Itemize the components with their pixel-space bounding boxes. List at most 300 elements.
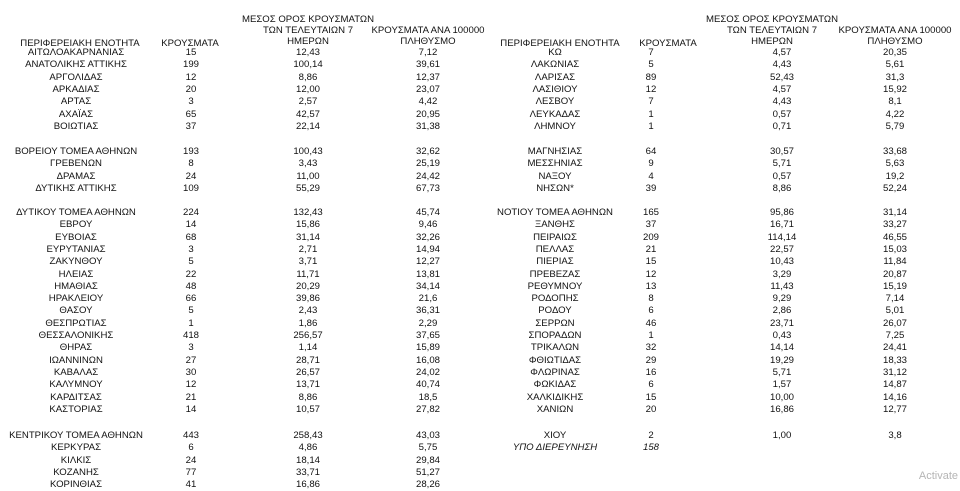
cell-cases: 64: [645, 146, 657, 157]
cell-name: ΚΕΡΚΥΡΑΣ: [50, 442, 101, 454]
cell-rate: 5,01: [885, 305, 905, 317]
cell-avg: 14,14: [769, 342, 794, 354]
table-row: [0, 84, 480, 96]
table-row: [0, 342, 480, 354]
cell-rate: 15,92: [882, 83, 907, 95]
table-row: [0, 146, 480, 158]
cell-cases: 15: [645, 391, 657, 403]
cell-name: ΝΗΣΩΝ*: [536, 182, 574, 194]
cell-name: ΑΙΤΩΛΟΑΚΑΡΝΑΝΙΑΣ: [27, 47, 125, 58]
cell-name: ΚΑΒΑΛΑΣ: [53, 366, 99, 378]
cell-name: ΕΒΡΟΥ: [59, 219, 93, 231]
table-row: [0, 121, 480, 133]
cell-cases: 12: [645, 83, 657, 95]
cell-avg: 4,43: [772, 59, 792, 71]
header-cases: ΚΡΟΥΣΜΑΤΑ: [161, 38, 219, 49]
cell-name: ΙΩΑΝΝΙΝΩΝ: [49, 354, 103, 366]
table-row: [0, 404, 480, 416]
cell-name: ΧΑΛΚΙΔΙΚΗΣ: [526, 391, 584, 403]
cell-avg: 19,29: [769, 354, 794, 366]
cell-avg: 10,43: [769, 256, 794, 268]
cell-cases: 7: [648, 96, 654, 108]
cell-cases: 5: [188, 256, 194, 268]
cell-name: ΦΛΩΡΙΝΑΣ: [530, 366, 580, 378]
table-row: [0, 281, 480, 293]
cell-name: ΖΑΚΥΝΘΟΥ: [49, 256, 103, 268]
cell-cases: 48: [185, 280, 197, 292]
cell-rate: 9,46: [418, 219, 438, 231]
cell-cases: 2: [648, 430, 654, 441]
cell-cases: 14: [185, 219, 197, 231]
cell-rate: 7,14: [885, 293, 905, 305]
cell-avg: 114,14: [767, 231, 797, 243]
cell-rate: 18,5: [418, 391, 438, 403]
table-row: [0, 293, 480, 305]
cell-cases: 6: [648, 379, 654, 391]
cell-rate: 15,89: [415, 342, 440, 354]
cell-cases: 46: [645, 317, 657, 329]
table-row: [480, 256, 960, 268]
table-row: [480, 404, 960, 416]
table-row: [0, 96, 480, 108]
cell-rate: 32,26: [415, 231, 440, 243]
cell-rate: 46,55: [882, 231, 907, 243]
table-row: [0, 355, 480, 367]
cell-rate: 19,2: [885, 170, 905, 182]
cell-cases: 6: [188, 442, 194, 454]
cell-name: ΒΟΙΩΤΙΑΣ: [53, 120, 99, 132]
table-row: [0, 109, 480, 121]
cell-name: ΝΟΤΙΟΥ ΤΟΜΕΑ ΑΘΗΝΩΝ: [497, 207, 613, 218]
cell-name: ΛΑΡΙΣΑΣ: [534, 71, 576, 83]
cell-cases: 5: [648, 59, 654, 71]
cell-avg: 12,43: [295, 47, 320, 58]
cell-name: ΕΥΡΥΤΑΝΙΑΣ: [46, 243, 106, 255]
table-row: [480, 318, 960, 330]
cell-rate: 31,12: [882, 366, 907, 378]
table-row: [480, 171, 960, 183]
cell-rate: 29,84: [415, 454, 440, 466]
table-row: [0, 392, 480, 404]
cell-cases: 12: [645, 268, 657, 280]
cell-cases: 15: [645, 256, 657, 268]
cell-name: ΝΑΞΟΥ: [538, 170, 572, 182]
table-row: [480, 305, 960, 317]
table-row: [480, 183, 960, 195]
cell-name: ΦΘΙΩΤΙΔΑΣ: [528, 354, 582, 366]
cell-cases: 12: [185, 379, 197, 391]
table-row: [480, 379, 960, 391]
table-row: [0, 244, 480, 256]
cell-cases: 109: [182, 182, 199, 194]
cell-rate: 5,75: [418, 442, 438, 454]
cell-rate: 15,19: [882, 280, 907, 292]
cell-name: ΚΕΝΤΡΙΚΟΥ ΤΟΜΕΑ ΑΘΗΝΩΝ: [9, 430, 143, 441]
cell-avg: 16,71: [769, 219, 794, 231]
table-row: [0, 72, 480, 84]
cell-rate: 31,3: [885, 71, 905, 83]
cell-avg: 30,57: [769, 146, 794, 157]
cell-avg: 0,57: [772, 170, 792, 182]
cell-name: ΚΟΡΙΝΘΙΑΣ: [49, 479, 103, 491]
cell-avg: 55,29: [295, 182, 320, 194]
header-region: ΠΕΡΙΦΕΡΕΙΑΚΗ ΕΝΟΤΗΤΑ: [500, 38, 620, 49]
cell-name: ΠΕΛΛΑΣ: [535, 243, 575, 255]
cell-rate: 36,31: [415, 305, 440, 317]
cell-avg: 11,71: [296, 268, 320, 280]
cell-rate: 25,19: [415, 158, 440, 170]
cell-avg: 100,43: [293, 146, 323, 157]
table-row: [480, 430, 960, 442]
cell-avg: 28,71: [295, 354, 320, 366]
cell-avg: 16,86: [769, 403, 794, 415]
cell-avg: 4,57: [772, 83, 792, 95]
cell-cases: 21: [185, 391, 197, 403]
cell-name: ΣΕΡΡΩΝ: [535, 317, 575, 329]
table-row: [0, 171, 480, 183]
cell-name: ΒΟΡΕΙΟΥ ΤΟΜΕΑ ΑΘΗΝΩΝ: [14, 146, 138, 157]
table-row: [0, 318, 480, 330]
cell-rate: 28,26: [415, 479, 440, 491]
table-row: [480, 293, 960, 305]
table-row: [0, 379, 480, 391]
cell-avg: 4,43: [772, 96, 792, 108]
cell-avg: 4,86: [298, 442, 318, 454]
table-row: [0, 47, 480, 59]
cell-rate: 31,14: [882, 207, 907, 218]
cell-cases: 15: [185, 47, 197, 58]
cell-cases: 37: [185, 120, 197, 132]
cell-avg: 0,57: [772, 108, 792, 120]
table-row: [0, 219, 480, 231]
cell-cases: 32: [645, 342, 657, 354]
cell-avg: 3,71: [298, 256, 318, 268]
cell-name: ΓΡΕΒΕΝΩΝ: [50, 158, 102, 170]
cell-avg: 8,86: [298, 391, 318, 403]
table-row: [480, 269, 960, 281]
cell-cases: 13: [645, 280, 657, 292]
table-row: [480, 232, 960, 244]
cell-rate: 24,02: [415, 366, 440, 378]
cell-cases: 224: [182, 207, 199, 218]
cell-name: ΑΡΚΑΔΙΑΣ: [52, 83, 100, 95]
cell-avg: 1,14: [298, 342, 318, 354]
cell-rate: 12,27: [415, 256, 440, 268]
cell-avg: 132,43: [293, 207, 323, 218]
cell-name: ΑΧΑΪΑΣ: [58, 108, 94, 120]
cell-rate: 32,62: [415, 146, 440, 157]
cell-cases: 4: [648, 170, 654, 182]
table-row: [0, 256, 480, 268]
cell-name: ΛΕΣΒΟΥ: [535, 96, 575, 108]
cell-avg: 26,57: [295, 366, 320, 378]
cell-name: ΛΗΜΝΟΥ: [534, 120, 576, 132]
cell-name: ΦΩΚΙΔΑΣ: [533, 379, 577, 391]
header-avg7: ΜΕΣΟΣ ΟΡΟΣ ΚΡΟΥΣΜΑΤΩΝ ΤΩΝ ΤΕΛΕΥΤΑΙΩΝ 7 ΗΜΕΡΩΝ: [705, 14, 839, 47]
cell-cases: 7: [648, 47, 654, 58]
cell-cases: 37: [645, 219, 657, 231]
table-row: [480, 219, 960, 231]
cell-rate: 21,6: [418, 293, 438, 305]
cell-avg: 1,86: [298, 317, 318, 329]
cell-avg: 3,43: [298, 158, 318, 170]
cell-rate: 51,27: [415, 466, 440, 478]
cell-avg: 23,71: [769, 317, 794, 329]
cell-cases: 22: [185, 268, 197, 280]
activate-watermark: Activate: [918, 470, 958, 482]
cell-rate: 12,37: [415, 71, 440, 83]
cell-avg: 3,29: [772, 268, 792, 280]
cell-cases: 165: [642, 207, 659, 218]
cell-cases: 41: [185, 479, 197, 491]
cell-rate: 14,16: [882, 391, 907, 403]
cell-name: ΡΟΔΟΠΗΣ: [531, 293, 579, 305]
cell-rate: 31,38: [415, 120, 440, 132]
cell-cases: 1: [648, 120, 654, 132]
cell-rate: 5,63: [885, 158, 905, 170]
cell-rate: 40,74: [415, 379, 440, 391]
cell-name: ΡΟΔΟΥ: [538, 305, 572, 317]
cell-rate: 11,84: [883, 256, 907, 268]
cell-rate: 45,74: [415, 207, 440, 218]
table-row: [480, 207, 960, 219]
cell-rate: 14,94: [415, 243, 440, 255]
cell-rate: 7,25: [885, 330, 905, 341]
cell-rate: 33,27: [882, 219, 907, 231]
cell-avg: 4,57: [772, 47, 792, 58]
cell-avg: 9,29: [772, 293, 792, 305]
cell-cases: 21: [645, 243, 657, 255]
cell-name: ΔΥΤΙΚΟΥ ΤΟΜΕΑ ΑΘΗΝΩΝ: [16, 207, 136, 218]
cell-name: ΞΑΝΘΗΣ: [535, 219, 575, 231]
cell-rate: 5,79: [885, 120, 905, 132]
table-row: [0, 269, 480, 281]
header-per100k: ΚΡΟΥΣΜΑΤΑ ΑΝΑ 100000 ΠΛΗΘΥΣΜΟ: [838, 25, 952, 47]
cell-name: ΜΕΣΣΗΝΙΑΣ: [527, 158, 583, 170]
table-row: [0, 467, 480, 479]
cell-name: ΛΑΣΙΘΙΟΥ: [532, 83, 578, 95]
cell-cases: 12: [185, 71, 197, 83]
table-row: [0, 442, 480, 454]
cell-name: ΗΜΑΘΙΑΣ: [54, 280, 98, 292]
table-row: [0, 305, 480, 317]
cell-cases: 1: [648, 108, 654, 120]
cell-cases: 443: [182, 430, 199, 441]
cell-avg: 2,71: [298, 243, 318, 255]
cell-rate: 24,41: [882, 342, 907, 354]
cell-avg: 95,86: [769, 207, 794, 218]
cell-rate: 20,95: [415, 108, 440, 120]
cell-cases: 24: [185, 454, 197, 466]
table-row: [0, 232, 480, 244]
cell-avg: 2,43: [298, 305, 318, 317]
cell-rate: 4,22: [885, 108, 905, 120]
cell-cases: 3: [188, 96, 194, 108]
cell-cases: 27: [185, 354, 197, 366]
cell-cases: 8: [188, 158, 194, 170]
table-row: [480, 146, 960, 158]
table-row: [480, 330, 960, 342]
cell-cases: 1: [648, 330, 654, 341]
cell-name: ΠΙΕΡΙΑΣ: [536, 256, 574, 268]
cell-name: ΡΕΘΥΜΝΟΥ: [527, 280, 583, 292]
cell-name: ΚΑΣΤΟΡΙΑΣ: [49, 403, 103, 415]
cell-rate: 52,24: [882, 182, 907, 194]
header-region: ΠΕΡΙΦΕΡΕΙΑΚΗ ΕΝΟΤΗΤΑ: [20, 38, 140, 49]
table-row: [480, 442, 960, 454]
cell-avg: 16,86: [295, 479, 320, 491]
cell-name: ΛΕΥΚΑΔΑΣ: [529, 108, 581, 120]
cell-rate: 20,35: [882, 47, 907, 58]
table-row: [0, 207, 480, 219]
cell-rate: 3,8: [888, 430, 902, 441]
cell-rate: 5,61: [885, 59, 905, 71]
cell-name: ΥΠΟ ΔΙΕΡΕΥΝΗΣΗ: [512, 442, 598, 453]
cell-name: ΚΟΖΑΝΗΣ: [53, 466, 99, 478]
table-row: [0, 455, 480, 467]
table-row: [480, 281, 960, 293]
cell-cases: 16: [645, 366, 657, 378]
cell-name: ΚΑΛΥΜΝΟΥ: [49, 379, 103, 391]
cell-rate: 18,33: [882, 354, 907, 366]
cell-name: ΤΡΙΚΑΛΩΝ: [530, 342, 580, 354]
cell-cases: 5: [188, 305, 194, 317]
cell-avg: 22,14: [295, 120, 320, 132]
cell-name: ΘΑΣΟΥ: [59, 305, 93, 317]
table-row: [480, 342, 960, 354]
cell-avg: 2,86: [772, 305, 792, 317]
cell-avg: 11,00: [296, 170, 320, 182]
cell-rate: 4,42: [418, 96, 438, 108]
cell-avg: 258,43: [293, 430, 323, 441]
cell-avg: 33,71: [295, 466, 320, 478]
cell-avg: 5,71: [772, 366, 792, 378]
header-per100k: ΚΡΟΥΣΜΑΤΑ ΑΝΑ 100000 ΠΛΗΘΥΣΜΟ: [371, 25, 485, 47]
table-row: [480, 121, 960, 133]
table-row: [0, 479, 480, 491]
cell-name: ΘΗΡΑΣ: [59, 342, 93, 354]
cell-cases: 9: [648, 158, 654, 170]
table-row: [0, 330, 480, 342]
cell-name: ΑΝΑΤΟΛΙΚΗΣ ΑΤΤΙΚΗΣ: [25, 59, 127, 71]
header-avg7: ΜΕΣΟΣ ΟΡΟΣ ΚΡΟΥΣΜΑΤΩΝ ΤΩΝ ΤΕΛΕΥΤΑΙΩΝ 7 ΗΜΕΡΩΝ: [241, 14, 375, 47]
cell-cases: 65: [185, 108, 197, 120]
cell-cases: 29: [645, 354, 657, 366]
table-row: [0, 59, 480, 71]
cell-avg: 15,86: [295, 219, 320, 231]
cell-name: ΠΕΙΡΑΙΩΣ: [533, 231, 577, 243]
cell-cases: 14: [185, 403, 197, 415]
cell-avg: 100,14: [293, 59, 323, 71]
table-row: [480, 47, 960, 59]
cell-name: ΧΑΝΙΩΝ: [536, 403, 574, 415]
cell-rate: 67,73: [415, 182, 440, 194]
cell-cases: 89: [645, 71, 657, 83]
cell-cases: 68: [185, 231, 197, 243]
cell-cases: 3: [188, 342, 194, 354]
cell-name: ΧΙΟΥ: [543, 430, 567, 441]
cell-avg: 1,00: [772, 430, 792, 441]
cell-rate: 26,07: [882, 317, 907, 329]
cell-cases: 20: [645, 403, 657, 415]
cell-avg: 1,57: [772, 379, 792, 391]
cell-avg: 5,71: [772, 158, 792, 170]
cell-avg: 8,86: [298, 71, 318, 83]
cell-cases: 77: [185, 466, 197, 478]
cell-name: ΔΥΤΙΚΗΣ ΑΤΤΙΚΗΣ: [35, 182, 117, 194]
table-row: [480, 367, 960, 379]
cell-rate: 34,14: [415, 280, 440, 292]
cell-cases: 66: [185, 293, 197, 305]
cell-cases: 1: [188, 317, 194, 329]
cell-avg: 0,43: [772, 330, 792, 341]
cell-rate: 13,81: [415, 268, 440, 280]
cell-rate: 43,03: [415, 430, 440, 441]
cell-name: ΚΩ: [548, 47, 562, 58]
cell-name: ΠΡΕΒΕΖΑΣ: [529, 268, 581, 280]
cell-rate: 27,82: [415, 403, 440, 415]
cell-avg: 8,86: [772, 182, 792, 194]
cell-name: ΑΡΓΟΛΙΔΑΣ: [49, 71, 103, 83]
cell-cases: 20: [185, 83, 197, 95]
table-row: [0, 158, 480, 170]
cell-cases: 193: [182, 146, 199, 157]
cell-rate: 39,61: [415, 59, 440, 71]
cell-avg: 11,43: [770, 280, 794, 292]
table-row: [480, 72, 960, 84]
cell-avg: 0,71: [772, 120, 792, 132]
table-row: [480, 392, 960, 404]
cell-avg: 256,57: [293, 330, 323, 341]
cell-cases: 158: [642, 442, 659, 453]
cell-cases: 3: [188, 243, 194, 255]
cell-rate: 37,65: [415, 330, 440, 341]
table-row: [480, 109, 960, 121]
cell-avg: 20,29: [295, 280, 320, 292]
cell-cases: 209: [642, 231, 659, 243]
header-cases: ΚΡΟΥΣΜΑΤΑ: [639, 38, 697, 49]
cell-name: ΛΑΚΩΝΙΑΣ: [530, 59, 580, 71]
cell-name: ΚΙΛΚΙΣ: [60, 454, 92, 466]
table-row: [0, 430, 480, 442]
cell-cases: 39: [645, 182, 657, 194]
cell-name: ΕΥΒΟΙΑΣ: [55, 231, 97, 243]
cell-name: ΗΛΕΙΑΣ: [58, 268, 94, 280]
cell-avg: 18,14: [295, 454, 320, 466]
table-row: [480, 158, 960, 170]
table-row: [480, 355, 960, 367]
cell-cases: 199: [182, 59, 199, 71]
cell-name: ΜΑΓΝΗΣΙΑΣ: [527, 146, 583, 157]
cell-avg: 22,57: [769, 243, 794, 255]
cell-avg: 10,57: [295, 403, 320, 415]
cell-rate: 15,03: [882, 243, 907, 255]
table-row: [0, 367, 480, 379]
cell-avg: 52,43: [769, 71, 794, 83]
cell-avg: 42,57: [295, 108, 320, 120]
cell-cases: 8: [648, 293, 654, 305]
cell-cases: 6: [648, 305, 654, 317]
cell-rate: 14,87: [882, 379, 907, 391]
cell-name: ΗΡΑΚΛΕΙΟΥ: [48, 293, 104, 305]
cell-name: ΣΠΟΡΑΔΩΝ: [528, 330, 582, 341]
cell-name: ΚΑΡΔΙΤΣΑΣ: [50, 391, 102, 403]
cell-rate: 8,1: [888, 96, 902, 108]
table-row: [480, 96, 960, 108]
table-row: [480, 84, 960, 96]
cell-avg: 2,57: [298, 96, 318, 108]
cell-cases: 418: [182, 330, 199, 341]
